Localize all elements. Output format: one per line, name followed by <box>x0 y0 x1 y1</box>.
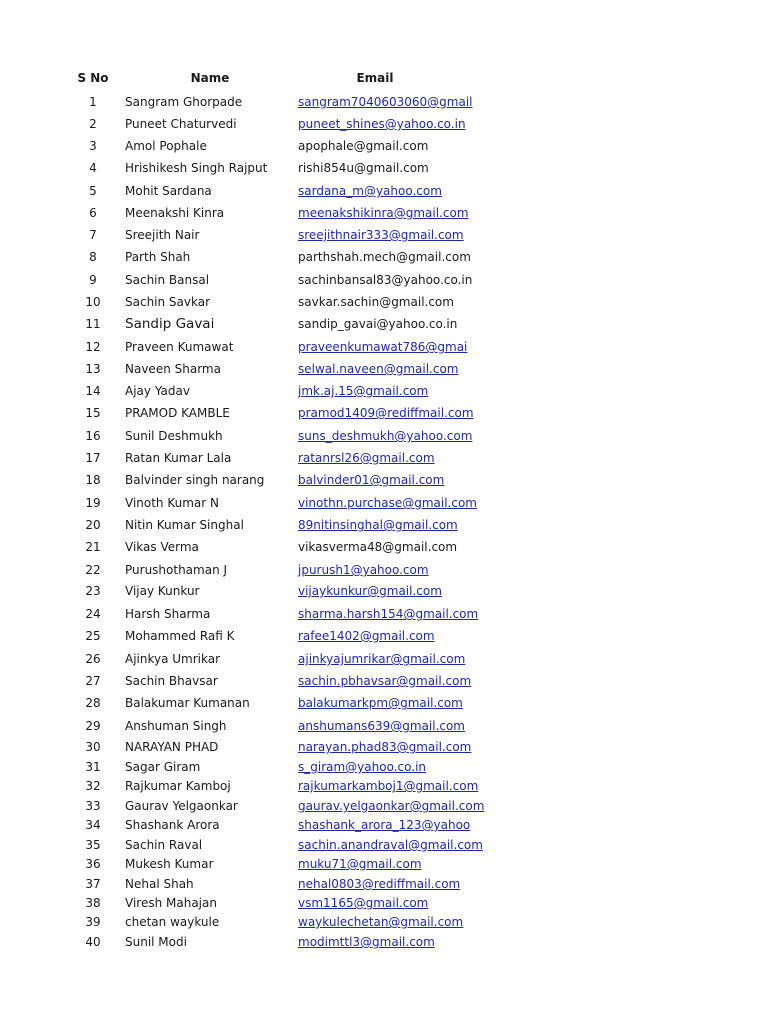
row-email-link[interactable]: rajkumarkamboj1@gmail.com <box>298 779 479 793</box>
row-name: NARAYAN PHAD <box>125 740 219 754</box>
table-row <box>0 836 768 854</box>
table-row <box>0 404 768 422</box>
row-name: Gaurav Yelgaonkar <box>125 799 238 813</box>
row-sno: 35 <box>85 838 101 852</box>
row-name: Ratan Kumar Lala <box>125 451 232 465</box>
table-row <box>0 627 768 645</box>
row-sno: 10 <box>85 295 101 309</box>
row-name: Sreejith Nair <box>125 228 200 242</box>
row-name: Sachin Bhavsar <box>125 674 218 688</box>
row-sno: 38 <box>85 896 101 910</box>
row-email-link[interactable]: narayan.phad83@gmail.com <box>298 740 472 754</box>
row-name: Naveen Sharma <box>125 362 221 376</box>
row-email-link[interactable]: sangram7040603060@gmail <box>298 95 473 109</box>
table-row <box>0 494 768 512</box>
row-email-link[interactable]: vinothn.purchase@gmail.com <box>298 496 477 510</box>
table-row <box>0 582 768 600</box>
row-email-link[interactable]: balakumarkpm@gmail.com <box>298 696 463 710</box>
row-sno: 11 <box>85 317 101 331</box>
row-sno: 19 <box>85 496 101 510</box>
row-email: parthshah.mech@gmail.com <box>298 250 471 264</box>
row-sno: 25 <box>85 629 101 643</box>
row-email-link[interactable]: puneet_shines@yahoo.co.in <box>298 117 466 131</box>
row-email-link[interactable]: sachin.anandraval@gmail.com <box>298 838 483 852</box>
table-row <box>0 226 768 244</box>
table-row <box>0 93 768 111</box>
table-row <box>0 717 768 735</box>
row-sno: 1 <box>89 95 97 109</box>
row-sno: 7 <box>89 228 97 242</box>
row-name: Vinoth Kumar N <box>125 496 219 510</box>
row-email: vikasverma48@gmail.com <box>298 540 458 554</box>
row-name: chetan waykule <box>125 915 220 929</box>
table-row <box>0 293 768 311</box>
row-sno: 16 <box>85 429 101 443</box>
row-name: Ajay Yadav <box>125 384 190 398</box>
row-name: Parth Shah <box>125 250 191 264</box>
row-email-link[interactable]: sachin.pbhavsar@gmail.com <box>298 674 472 688</box>
row-sno: 13 <box>85 362 101 376</box>
row-name: Purushothaman J <box>125 563 228 577</box>
table-row <box>0 315 768 333</box>
row-email: sandip_gavai@yahoo.co.in <box>298 317 458 331</box>
table-row <box>0 561 768 579</box>
table-row <box>0 875 768 893</box>
row-name: Mohammed Rafi K <box>125 629 235 643</box>
row-email: savkar.sachin@gmail.com <box>298 295 454 309</box>
table-row <box>0 933 768 951</box>
row-sno: 5 <box>89 184 97 198</box>
row-name: Sachin Raval <box>125 838 203 852</box>
row-sno: 21 <box>85 540 101 554</box>
table-row <box>0 797 768 815</box>
row-sno: 18 <box>85 473 101 487</box>
table-row <box>0 516 768 534</box>
row-sno: 39 <box>85 915 101 929</box>
row-sno: 8 <box>89 250 97 264</box>
row-email: sachinbansal83@yahoo.co.in <box>298 273 473 287</box>
row-sno: 24 <box>85 607 101 621</box>
table-row <box>0 672 768 690</box>
row-email-link[interactable]: nehal0803@rediffmail.com <box>298 877 461 891</box>
table-row <box>0 427 768 445</box>
row-sno: 3 <box>89 139 97 153</box>
table-row <box>0 758 768 776</box>
table-row <box>0 816 768 834</box>
row-email-link[interactable]: muku71@gmail.com <box>298 857 422 871</box>
row-email-link[interactable]: ajinkyajumrikar@gmail.com <box>298 652 466 666</box>
row-sno: 9 <box>89 273 97 287</box>
row-sno: 28 <box>85 696 101 710</box>
row-email-link[interactable]: gaurav.yelgaonkar@gmail.com <box>298 799 485 813</box>
table-row <box>0 650 768 668</box>
row-email-link[interactable]: selwal.naveen@gmail.com <box>298 362 459 376</box>
row-email-link[interactable]: vijaykunkur@gmail.com <box>298 584 442 598</box>
row-name: Hrishikesh Singh Rajput <box>125 161 268 175</box>
row-sno: 20 <box>85 518 101 532</box>
table-row <box>0 159 768 177</box>
column-header-name: Name <box>190 71 230 85</box>
row-name: Sangram Ghorpade <box>125 95 243 109</box>
row-name: Harsh Sharma <box>125 607 211 621</box>
row-sno: 33 <box>85 799 101 813</box>
row-sno: 4 <box>89 161 97 175</box>
row-name: Mukesh Kumar <box>125 857 214 871</box>
table-row <box>0 382 768 400</box>
row-sno: 30 <box>85 740 101 754</box>
row-name: Sachin Savkar <box>125 295 211 309</box>
row-sno: 15 <box>85 406 101 420</box>
row-email-link[interactable]: sardana_m@yahoo.com <box>298 184 442 198</box>
row-email-link[interactable]: jmk.aj.15@gmail.com <box>298 384 429 398</box>
table-row <box>0 115 768 133</box>
row-email-link[interactable]: vsm1165@gmail.com <box>298 896 429 910</box>
table-row <box>0 913 768 931</box>
row-name: Sunil Modi <box>125 935 187 949</box>
row-name: Meenakshi Kinra <box>125 206 225 220</box>
row-sno: 34 <box>85 818 101 832</box>
table-row <box>0 338 768 356</box>
row-name: PRAMOD KAMBLE <box>125 406 230 420</box>
row-email-link[interactable]: pramod1409@rediffmail.com <box>298 406 474 420</box>
row-name: Sandip Gavai <box>125 316 215 332</box>
row-name: Balakumar Kumanan <box>125 696 250 710</box>
row-email-link[interactable]: sharma.harsh154@gmail.com <box>298 607 479 621</box>
row-email-link[interactable]: 89nitinsinghal@gmail.com <box>298 518 458 532</box>
row-sno: 23 <box>85 584 101 598</box>
row-sno: 31 <box>85 760 101 774</box>
row-sno: 40 <box>85 935 101 949</box>
row-name: Balvinder singh narang <box>125 473 265 487</box>
row-email-link[interactable]: waykulechetan@gmail.com <box>298 915 464 929</box>
row-name: Ajinkya Umrikar <box>125 652 221 666</box>
column-header-sno: S No <box>77 71 109 85</box>
row-email-link[interactable]: suns_deshmukh@yahoo.com <box>298 429 473 443</box>
row-sno: 26 <box>85 652 101 666</box>
row-email-link[interactable]: shashank_arora_123@yahoo <box>298 818 471 832</box>
row-email-link[interactable]: ratanrsl26@gmail.com <box>298 451 435 465</box>
row-sno: 12 <box>85 340 101 354</box>
row-sno: 22 <box>85 563 101 577</box>
row-email-link[interactable]: anshumans639@gmail.com <box>298 719 465 733</box>
table-row <box>0 738 768 756</box>
row-name: Anshuman Singh <box>125 719 227 733</box>
table-row <box>0 538 768 556</box>
table-row <box>0 471 768 489</box>
table-row <box>0 360 768 378</box>
row-sno: 29 <box>85 719 101 733</box>
row-email: rishi854u@gmail.com <box>298 161 429 175</box>
row-sno: 32 <box>85 779 101 793</box>
table-row <box>0 137 768 155</box>
table-row <box>0 449 768 467</box>
table-row <box>0 777 768 795</box>
row-name: Vijay Kunkur <box>125 584 200 598</box>
row-name: Rajkumar Kamboj <box>125 779 231 793</box>
table-row <box>0 271 768 289</box>
row-name: Praveen Kumawat <box>125 340 234 354</box>
row-name: Mohit Sardana <box>125 184 212 198</box>
row-sno: 37 <box>85 877 101 891</box>
row-name: Sagar Giram <box>125 760 201 774</box>
column-header-email: Email <box>356 71 394 85</box>
row-sno: 6 <box>89 206 97 220</box>
row-sno: 2 <box>89 117 97 131</box>
table-row <box>0 855 768 873</box>
table-row <box>0 248 768 266</box>
table-row <box>0 182 768 200</box>
row-name: Viresh Mahajan <box>125 896 217 910</box>
row-email-link[interactable]: modimttl3@gmail.com <box>298 935 435 949</box>
row-name: Nehal Shah <box>125 877 194 891</box>
row-name: Nitin Kumar Singhal <box>125 518 244 532</box>
row-email: apophale@gmail.com <box>298 139 429 153</box>
row-name: Puneet Chaturvedi <box>125 117 237 131</box>
table-row <box>0 605 768 623</box>
row-email-link[interactable]: s_giram@yahoo.co.in <box>298 760 427 774</box>
row-sno: 27 <box>85 674 101 688</box>
table-row <box>0 894 768 912</box>
table-row <box>0 204 768 222</box>
table-row <box>0 694 768 712</box>
row-sno: 36 <box>85 857 101 871</box>
row-name: Shashank Arora <box>125 818 220 832</box>
row-name: Vikas Verma <box>125 540 199 554</box>
row-email-link[interactable]: balvinder01@gmail.com <box>298 473 445 487</box>
row-email-link[interactable]: rafee1402@gmail.com <box>298 629 435 643</box>
row-email-link[interactable]: sreejithnair333@gmail.com <box>298 228 464 242</box>
row-name: Sunil Deshmukh <box>125 429 223 443</box>
row-name: Amol Pophale <box>125 139 207 153</box>
row-sno: 14 <box>85 384 101 398</box>
row-email-link[interactable]: meenakshikinra@gmail.com <box>298 206 469 220</box>
row-email-link[interactable]: praveenkumawat786@gmai <box>298 340 468 354</box>
row-name: Sachin Bansal <box>125 273 210 287</box>
row-sno: 17 <box>85 451 101 465</box>
row-email-link[interactable]: jpurush1@yahoo.com <box>298 563 429 577</box>
